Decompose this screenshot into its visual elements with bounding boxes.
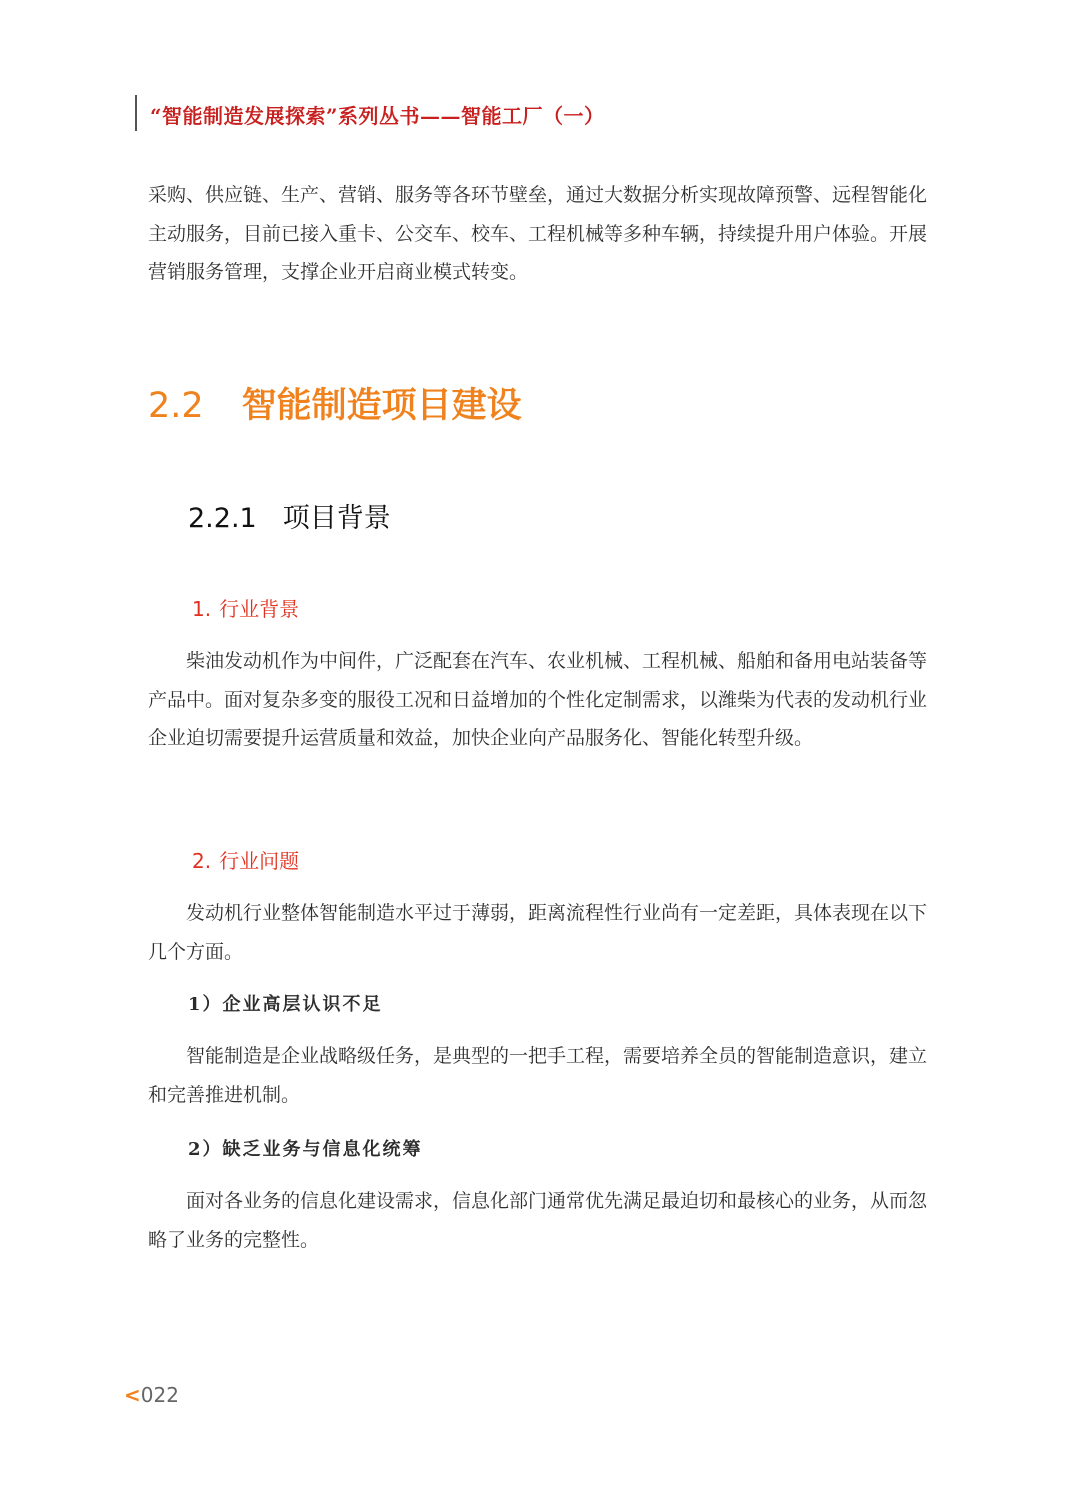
item-heading-industry-background	[192, 593, 299, 622]
subsection-number: 2.2.1	[188, 503, 257, 534]
section-number: 2.2	[148, 386, 204, 426]
header-divider	[135, 95, 137, 131]
subitem-heading-1: 1）企业高层认识不足	[188, 994, 383, 1015]
item-title: 行业背景	[219, 597, 300, 621]
subitem-heading-2: 2）缺乏业务与信息化统筹	[188, 1139, 423, 1160]
page-number	[124, 1383, 179, 1407]
running-header: “智能制造发展探索”系列丛书——智能工厂（一）	[150, 104, 605, 128]
subsection-title: 项目背景	[282, 503, 391, 534]
item-heading-industry-problems	[192, 845, 299, 874]
item-number: 2.	[192, 849, 212, 873]
industry-background-paragraph: 柴油发动机作为中间件，广泛配套在汽车、农业机械、工程机械、船舶和备用电站装备等产品中。面对复杂多变的服役工况和日益增加的个性化定制需求，以潍柴为代表的发动机行业企业迫切需要提升运营质量和效益，加快企业向产品服务化、智能化转型升级。	[148, 650, 928, 749]
section-title: 智能制造项目建设	[241, 386, 522, 426]
item-number: 1.	[192, 597, 212, 621]
subsection-heading	[188, 496, 391, 535]
subitem-paragraph-2: 面对各业务的信息化建设需求，信息化部门通常优先满足最迫切和最核心的业务，从而忽略了业务的完整性。	[148, 1190, 928, 1251]
item-title: 行业问题	[219, 849, 300, 873]
industry-problems-paragraph: 发动机行业整体智能制造水平过于薄弱，距离流程性行业尚有一定差距，具体表现在以下几个方面。	[148, 902, 928, 963]
page-arrow-icon: <	[124, 1383, 141, 1407]
subitem-paragraph-1: 智能制造是企业战略级任务，是典型的一把手工程，需要培养全员的智能制造意识，建立和完善推进机制。	[148, 1045, 928, 1106]
page-number-value: 022	[140, 1383, 179, 1407]
intro-paragraph: 采购、供应链、生产、营销、服务等各环节壁垒，通过大数据分析实现故障预警、远程智能化主动服务，目前已接入重卡、公交车、校车、工程机械等多种车辆，持续提升用户体验。开展营销服务管理，支撑企业开启商业模式转变。	[148, 184, 928, 283]
section-heading	[148, 378, 522, 428]
